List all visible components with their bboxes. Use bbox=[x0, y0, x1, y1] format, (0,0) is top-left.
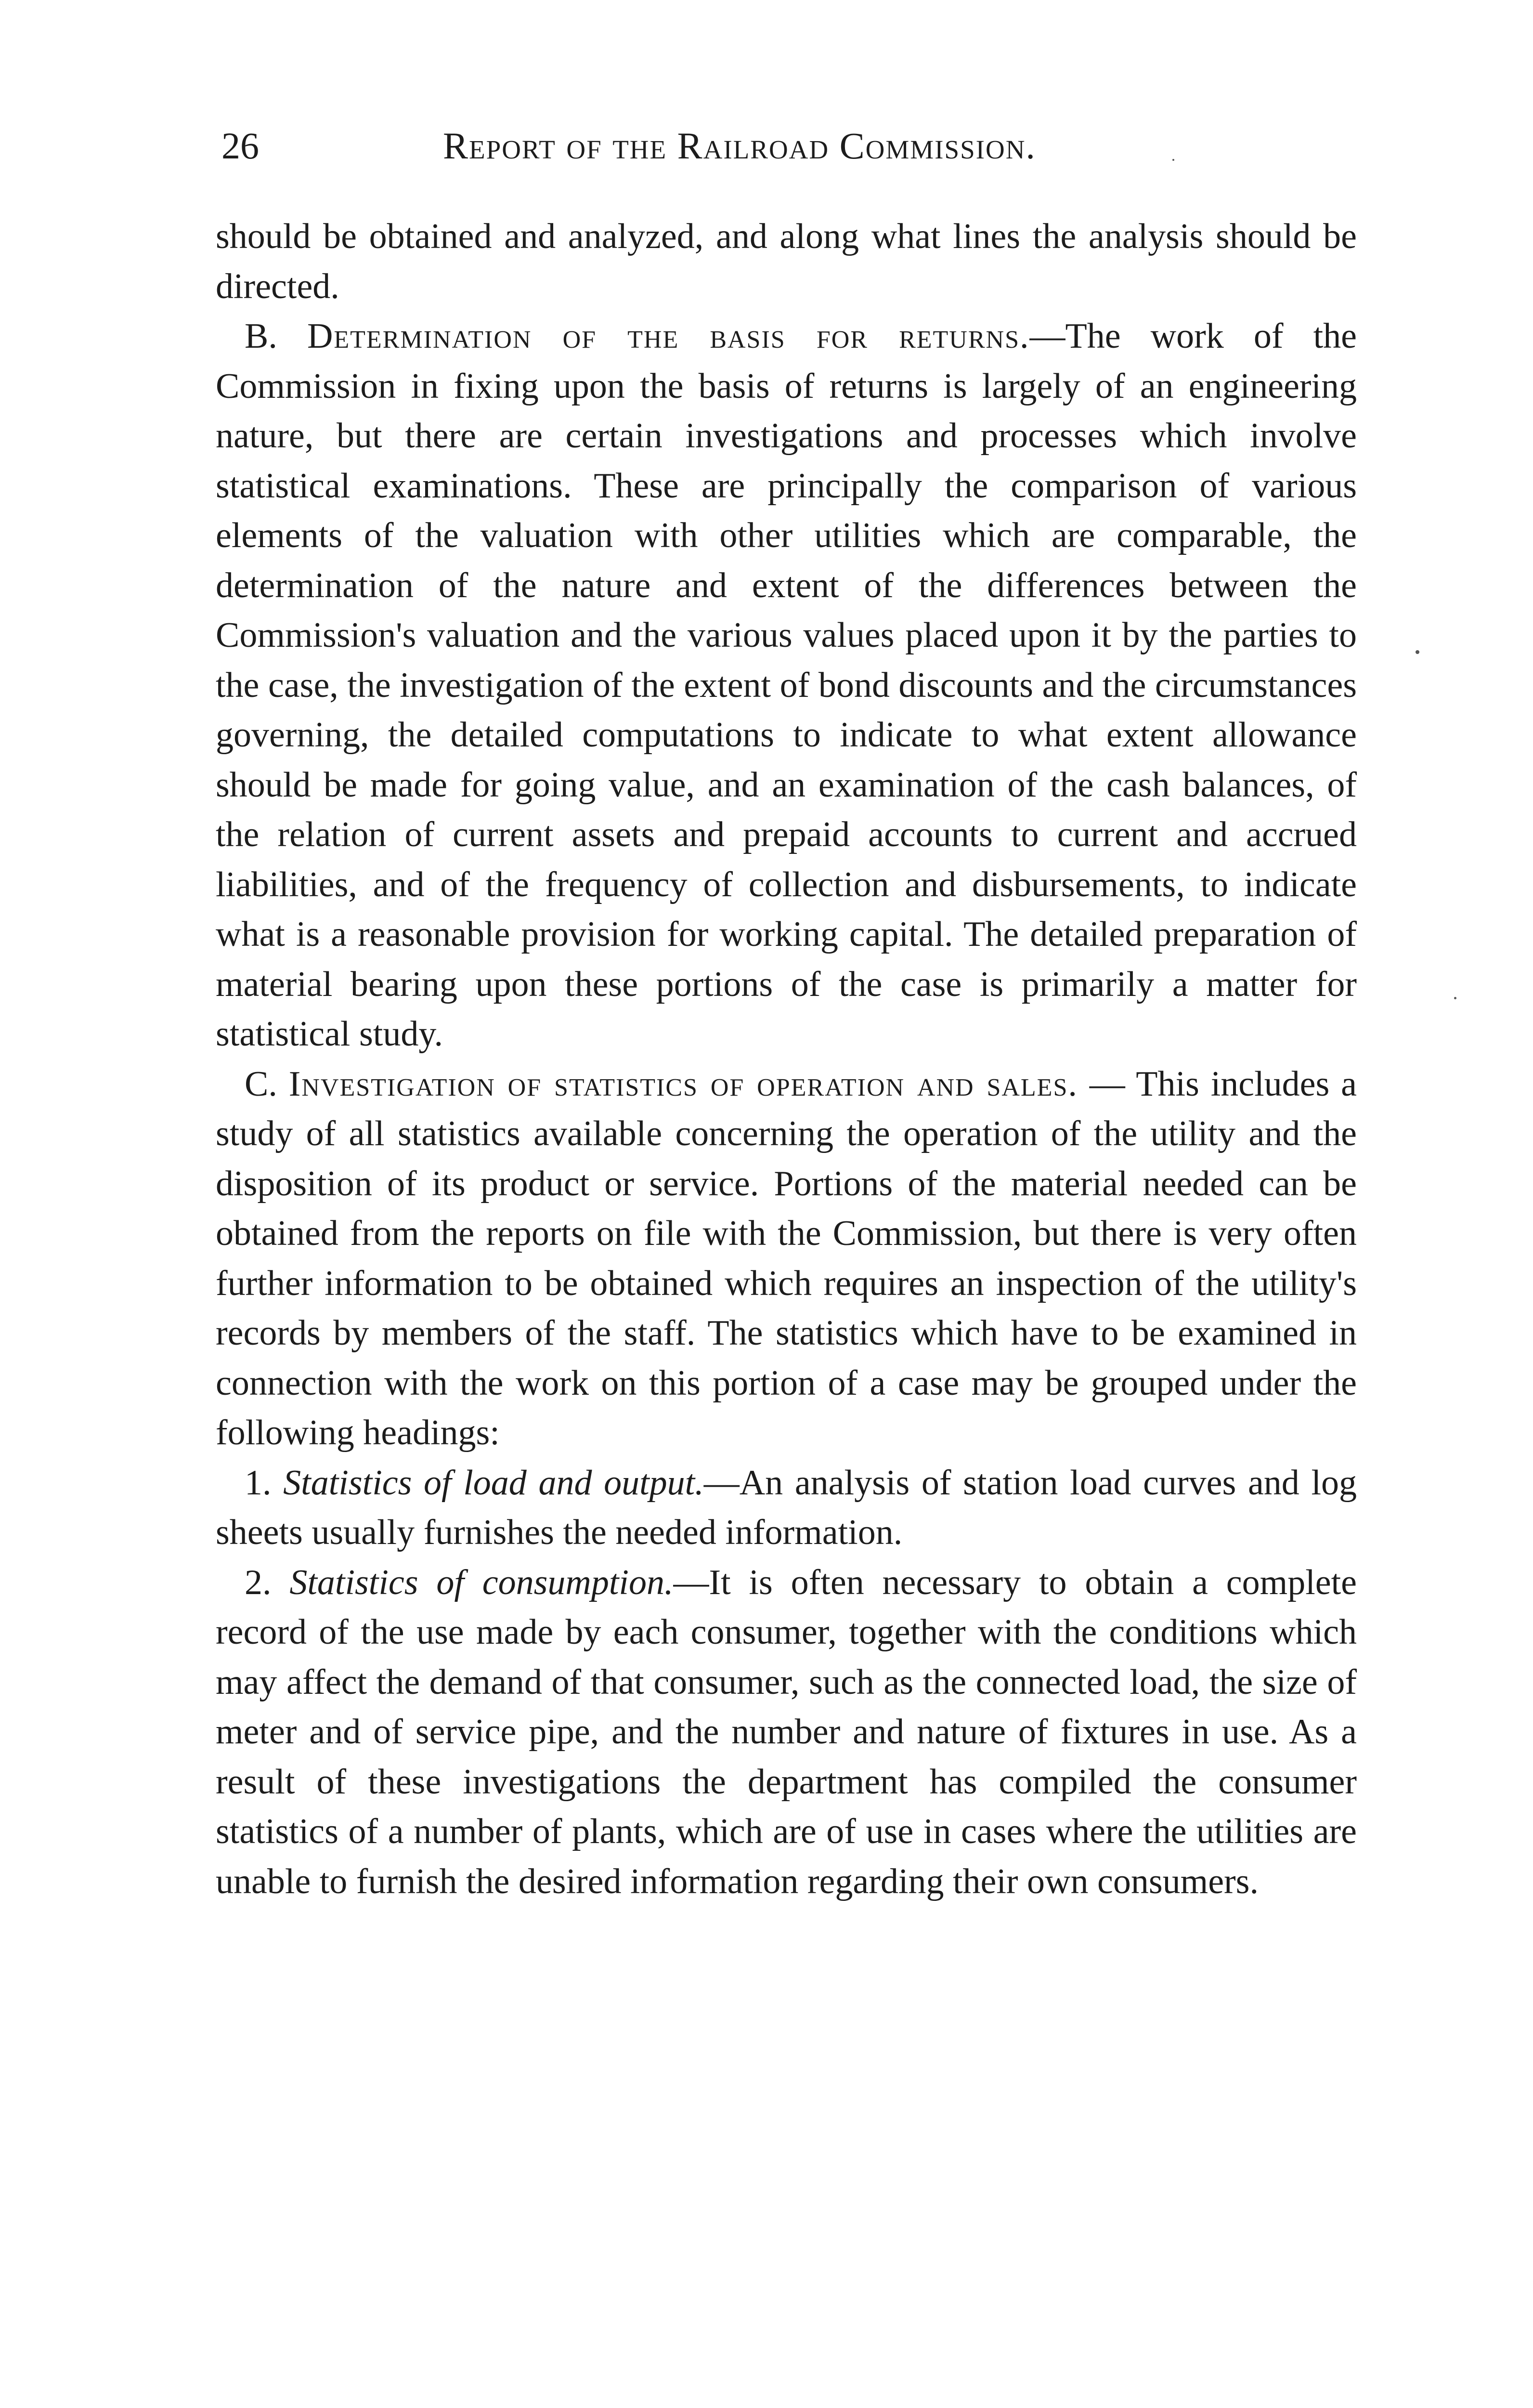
paragraph-text: should be obtained and analyzed, and along what lines the analysis should be directed. bbox=[216, 217, 1357, 306]
scan-speck bbox=[1454, 997, 1456, 999]
subsection-heading: Statistics of consumption. bbox=[289, 1562, 674, 1602]
section-heading: Determination of the basis for returns. bbox=[307, 316, 1030, 356]
paragraph-continuation bbox=[216, 212, 1357, 312]
running-title: Report of the Railroad Commission. bbox=[443, 125, 1036, 167]
page-number: 26 bbox=[221, 125, 259, 167]
paragraph-text: — This includes a study of all statistics available concerning the operation of the utility and the disposition of its product or service. Portions of the material needed can be obtained from the reports on file with the Commission, but there is very often further information to be obtained which requires an inspection of the utility's records by members of the staff. The statistics which have to be examined in connection with the work on this portion of a case may be grouped under the following headings: bbox=[216, 1064, 1357, 1453]
scan-speck bbox=[1172, 159, 1174, 161]
page-header bbox=[221, 119, 1348, 172]
paragraph-text: —It is often necessary to obtain a complete record of the use made by each consumer, together with the conditions which may affect the demand of that consumer, such as the connected load, the size of meter and of service pipe, and the number and nature of fixtures in use. As a result of these investigations the department has compiled the consumer statistics of a number of plants, which are of use in cases where the utilities are unable to furnish the desired information regarding their own consumers. bbox=[216, 1562, 1357, 1901]
section-label: B. bbox=[245, 316, 277, 356]
subsection-label: 2. bbox=[245, 1562, 272, 1602]
section-c-paragraph bbox=[216, 1060, 1357, 1458]
subsection-1-paragraph bbox=[216, 1458, 1357, 1558]
scan-speck bbox=[1416, 650, 1419, 654]
section-heading: Investigation of statistics of operation and sales. bbox=[288, 1064, 1078, 1104]
section-b-paragraph bbox=[216, 312, 1357, 1060]
subsection-heading: Statistics of load and output. bbox=[283, 1463, 704, 1503]
subsection-label: 1. bbox=[245, 1463, 272, 1503]
paragraph-text: —An analysis of station load curves and log sheets usually furnishes the needed information. bbox=[216, 1463, 1357, 1552]
body-text bbox=[216, 212, 1357, 1907]
section-label: C. bbox=[245, 1064, 277, 1104]
paragraph-text: —The work of the Commission in fixing upon the basis of returns is largely of an engineering nature, but there are certain investigations and processes which involve statistical examinations. These are principally the comparison of various elements of the valuation with other utilities which are comparable, the determination of the nature and extent of the differences between the Commission's valuation and the various values placed upon it by the parties to the case, the investigation of the extent of bond discounts and the circumstances governing, the detailed computations to indicate to what extent allowance should be made for going value, and an examination of the cash balances, of the relation of current assets and prepaid accounts to current and accrued liabilities, and of the frequency of collection and disbursements, to indicate what is a reasonable provision for working capital. The detailed preparation of material bearing upon these portions of the case is primarily a matter for statistical study. bbox=[216, 316, 1357, 1054]
subsection-2-paragraph bbox=[216, 1558, 1357, 1907]
